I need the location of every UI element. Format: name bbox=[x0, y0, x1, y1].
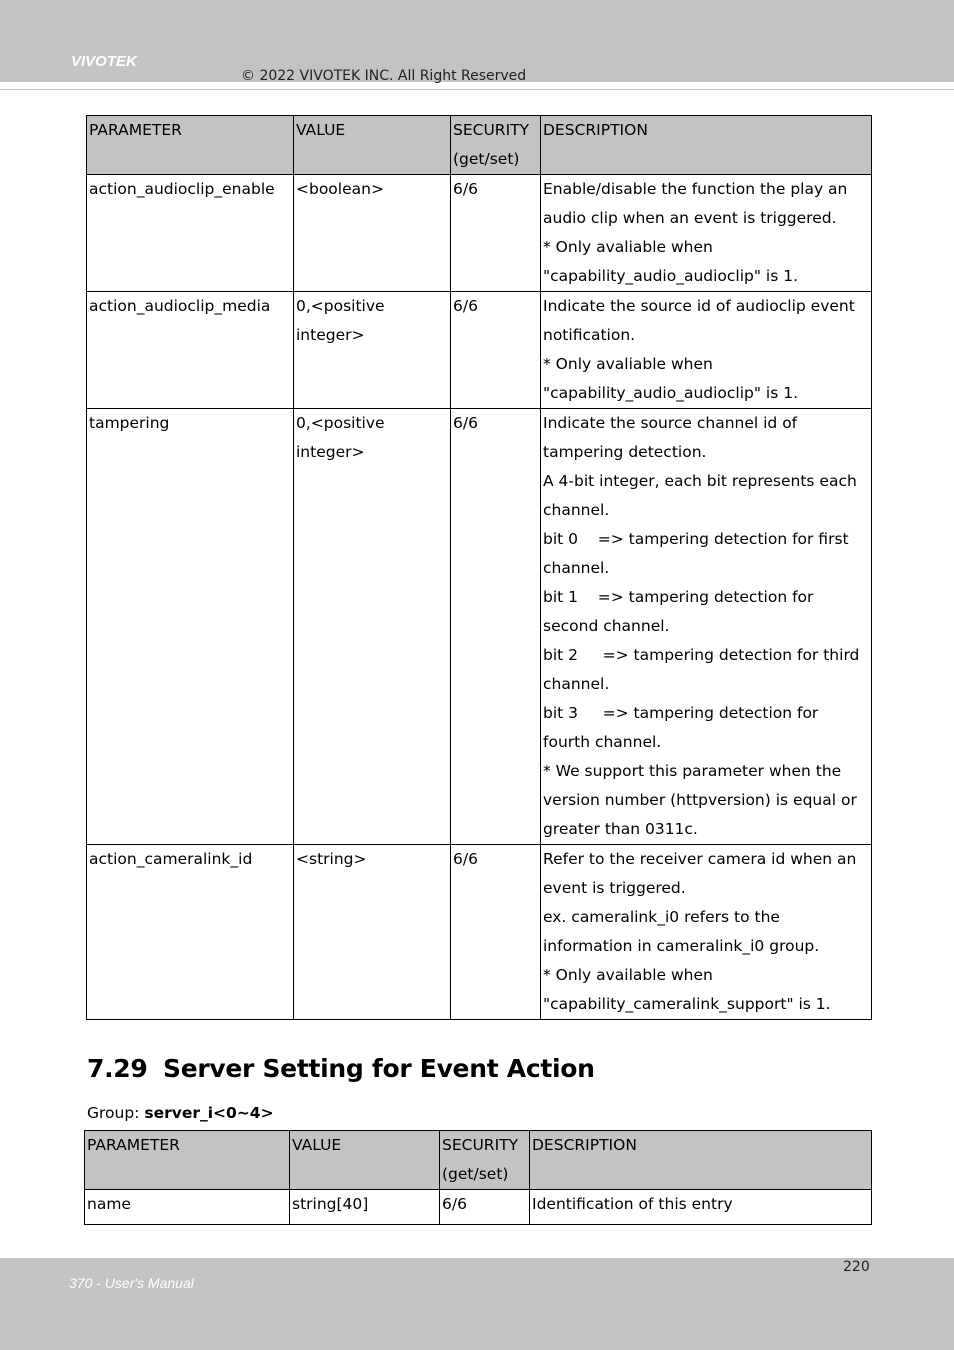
cell-parameter: action_audioclip_enable bbox=[87, 175, 294, 292]
description-line: Enable/disable the function the play an audio clip when an event is triggered. bbox=[543, 180, 853, 227]
column-header-description: DESCRIPTION bbox=[541, 116, 872, 175]
cell-security: 6/6 bbox=[451, 409, 541, 845]
description-line: Identification of this entry bbox=[532, 1195, 733, 1213]
cell-parameter: name bbox=[85, 1190, 290, 1225]
cell-description bbox=[541, 292, 872, 409]
description-line: bit 3 => tampering detection for fourth channel. bbox=[543, 704, 824, 751]
description-line: ex. cameralink_i0 refers to the information in cameralink_i0 group. bbox=[543, 908, 820, 955]
copyright-notice: © 2022 VIVOTEK INC. All Right Reserved bbox=[241, 68, 527, 84]
brand-logo: VIVOTEK bbox=[71, 53, 137, 70]
footer-band bbox=[0, 1258, 954, 1350]
cell-value: string[40] bbox=[290, 1190, 440, 1225]
group-label bbox=[87, 1104, 274, 1122]
column-header-description: DESCRIPTION bbox=[530, 1131, 872, 1190]
table-row bbox=[87, 292, 872, 409]
description-line: Refer to the receiver camera id when an event is triggered. bbox=[543, 850, 862, 897]
description-line: bit 2 => tampering detection for third channel. bbox=[543, 646, 865, 693]
cell-security: 6/6 bbox=[451, 845, 541, 1020]
description-line: Indicate the source id of audioclip event notification. bbox=[543, 297, 860, 344]
header-rule bbox=[0, 89, 954, 90]
table-header-row bbox=[85, 1131, 872, 1190]
cell-security: 6/6 bbox=[440, 1190, 530, 1225]
parameter-table-event-actions bbox=[86, 115, 872, 1020]
cell-security: 6/6 bbox=[451, 175, 541, 292]
description-line: * Only available when "capability_cameralink_support" is 1. bbox=[543, 966, 831, 1013]
group-label-prefix: Group: bbox=[87, 1104, 145, 1122]
column-header-security: SECURITY (get/set) bbox=[440, 1131, 530, 1190]
cell-value: 0,<positive integer> bbox=[294, 292, 451, 409]
cell-parameter: tampering bbox=[87, 409, 294, 845]
section-heading bbox=[87, 1054, 595, 1083]
cell-description bbox=[541, 175, 872, 292]
description-line: * Only avaliable when "capability_audio_audioclip" is 1. bbox=[543, 355, 799, 402]
cell-parameter: action_cameralink_id bbox=[87, 845, 294, 1020]
section-title: Server Setting for Event Action bbox=[163, 1054, 595, 1083]
table-row bbox=[87, 845, 872, 1020]
description-line: * We support this parameter when the version number (httpversion) is equal or greater than 0311c. bbox=[543, 762, 862, 838]
cell-value: 0,<positive integer> bbox=[294, 409, 451, 845]
column-header-value: VALUE bbox=[290, 1131, 440, 1190]
table-row bbox=[87, 175, 872, 292]
group-value: server_i<0~4> bbox=[144, 1104, 274, 1122]
cell-parameter: action_audioclip_media bbox=[87, 292, 294, 409]
column-header-parameter: PARAMETER bbox=[87, 116, 294, 175]
description-line: bit 0 => tampering detection for first channel. bbox=[543, 530, 854, 577]
cell-security: 6/6 bbox=[451, 292, 541, 409]
column-header-parameter: PARAMETER bbox=[85, 1131, 290, 1190]
table-row bbox=[87, 409, 872, 845]
section-number: 7.29 bbox=[87, 1054, 148, 1083]
cell-description bbox=[541, 409, 872, 845]
manual-label: 370 - User's Manual bbox=[69, 1275, 194, 1291]
description-line: Indicate the source channel id of tampering detection. bbox=[543, 414, 803, 461]
column-header-security: SECURITY (get/set) bbox=[451, 116, 541, 175]
parameter-table-server-setting bbox=[84, 1130, 872, 1225]
page-number: 220 bbox=[843, 1259, 870, 1275]
description-line: bit 1 => tampering detection for second channel. bbox=[543, 588, 819, 635]
table-header-row bbox=[87, 116, 872, 175]
cell-description bbox=[541, 845, 872, 1020]
description-line: * Only avaliable when "capability_audio_audioclip" is 1. bbox=[543, 238, 799, 285]
cell-value: <boolean> bbox=[294, 175, 451, 292]
table-row bbox=[85, 1190, 872, 1225]
cell-description bbox=[530, 1190, 872, 1225]
cell-value: <string> bbox=[294, 845, 451, 1020]
description-line: A 4-bit integer, each bit represents each channel. bbox=[543, 472, 862, 519]
column-header-value: VALUE bbox=[294, 116, 451, 175]
